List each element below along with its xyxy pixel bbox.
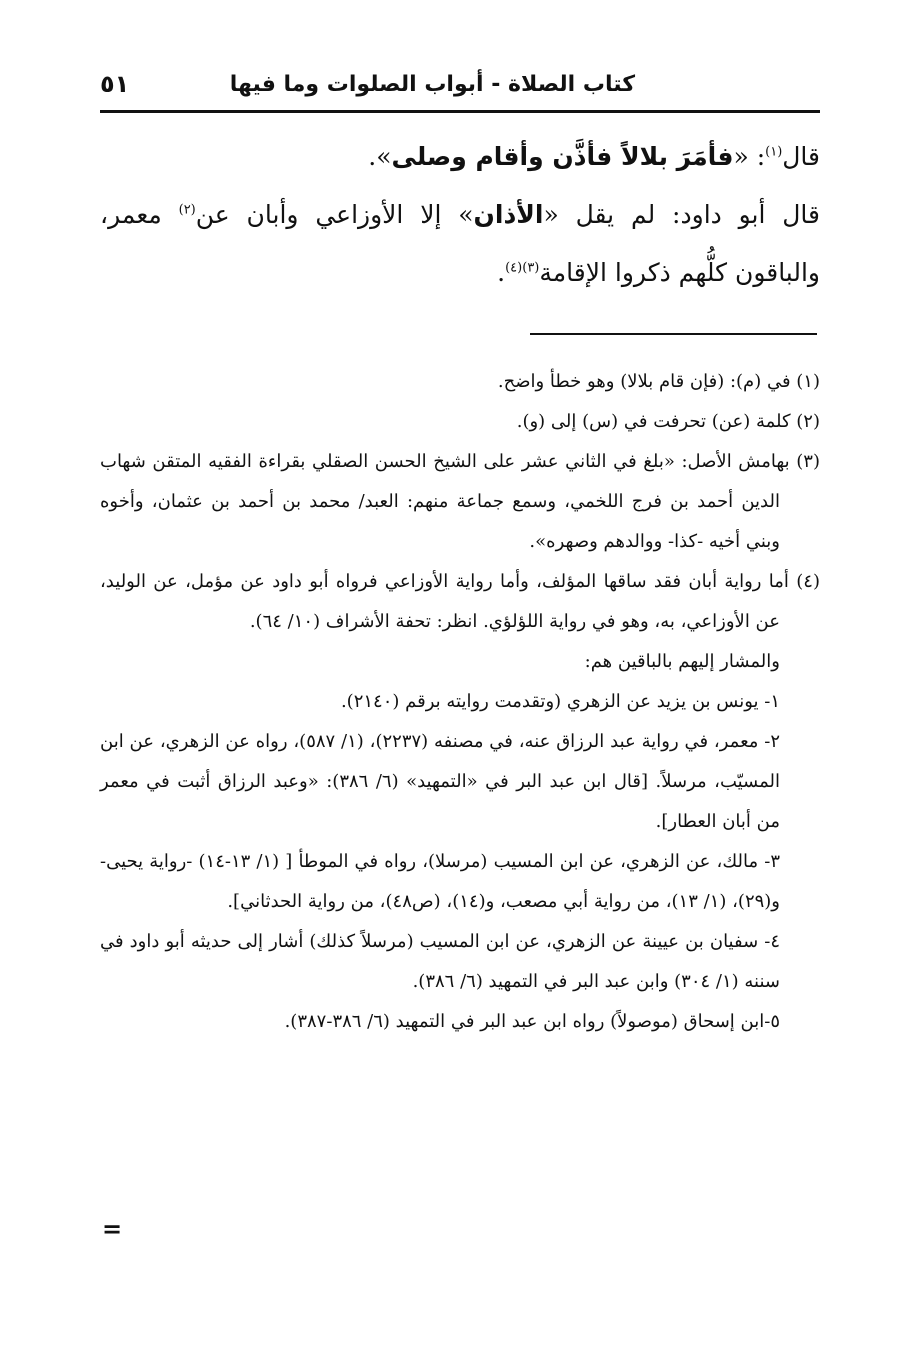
footnote-4-item-4: ٤- سفيان بن عيينة عن الزهري، عن ابن المسيب (مرسلاً كذلك) أشار إلى حديثه أبو داود في سننه (١/ ٣٠٤) وابن عبد البر في التمهيد (٦/ ٣٨٦).	[100, 931, 780, 992]
bold-term: الأذان	[473, 200, 544, 229]
header-rule	[100, 110, 820, 113]
abu-dawud-paragraph: قال أبو داود: لم يقل «الأذان» إلا الأوزاعي وأبان عن$^{(٢)}$ معمر، والباقون كلُّهم ذكروا الإقامة$^{(٣)(٤)}$.	[100, 200, 820, 287]
footnote-4-item-5: ٥-ابن إسحاق (موصولاً) رواه ابن عبد البر في التمهيد (٦/ ٣٨٦-٣٨٧).	[284, 1011, 780, 1032]
continuation-mark: =	[102, 1215, 123, 1243]
footnotes	[100, 362, 820, 1042]
footnote-1: (١) في (م): (فإن قام بلالا) وهو خطأ واضح.	[497, 371, 820, 392]
footnote-separator	[530, 333, 817, 335]
footnote-ref: (١)	[765, 144, 783, 160]
hadith-paragraph: قال$^{(١)}$: «فأمَرَ بلالاً فأذَّن وأقام وصلى».	[368, 142, 820, 171]
running-title: كتاب الصلاة - أبواب الصلوات وما فيها	[229, 72, 635, 97]
footnote-4-item-2: ٢- معمر، في رواية عبد الرزاق عنه، في مصنفه (٢٢٣٧)، (١/ ٥٨٧)، رواه عن الزهري، عن ابن المسيّب، مرسلاً. [قال ابن عبد البر في «التمهيد» (٦/ ٣٨٦): «وعبد الرزاق أثبت في معمر من أبان العطار].	[100, 731, 780, 832]
footnote-4-item-3: ٣- مالك، عن الزهري، عن ابن المسيب (مرسلا)، رواه في الموطأ [ (١/ ١٣-١٤) -رواية يحيى- و(٢٩)، (١/ ١٣)، من رواية أبي مصعب، و(١٤)، (ص٤٨)، من رواية الحدثاني].	[100, 851, 780, 912]
page-header	[100, 68, 820, 108]
footnote-ref: (٣)(٤)	[505, 260, 540, 276]
footnote-3: (٣) بهامش الأصل: «بلغ في الثاني عشر على الشيخ الحسن الصقلي بقراءة الفقيه المتقن شهاب الدين أحمد بن فرج اللخمي، وسمع جماعة منهم: العبد/ محمد بن أحمد بن عثمان، وأخوه وبني أخيه -كذا- ووالدهم وصهره».	[100, 451, 820, 552]
footnote-4-intro: والمشار إليهم بالباقين هم:	[584, 651, 780, 672]
hadith-quote: فأمَرَ بلالاً فأذَّن وأقام وصلى	[391, 142, 734, 171]
footnote-2: (٢) كلمة (عن) تحرفت في (س) إلى (و).	[516, 411, 820, 432]
footnote-ref: (٢)	[178, 202, 196, 218]
page-number: ٥١	[100, 70, 130, 98]
footnote-4-item-1: ١- يونس بن يزيد عن الزهري (وتقدمت روايته برقم (٢١٤٠).	[340, 691, 780, 712]
footnote-4: (٤) أما رواية أبان فقد ساقها المؤلف، وأما رواية الأوزاعي فرواه أبو داود عن مؤمل، عن الوليد، عن الأوزاعي، به، وهو في رواية اللؤلؤي. انظر: تحفة الأشراف (١٠/ ٦٤).	[100, 571, 820, 632]
main-text	[100, 128, 820, 302]
